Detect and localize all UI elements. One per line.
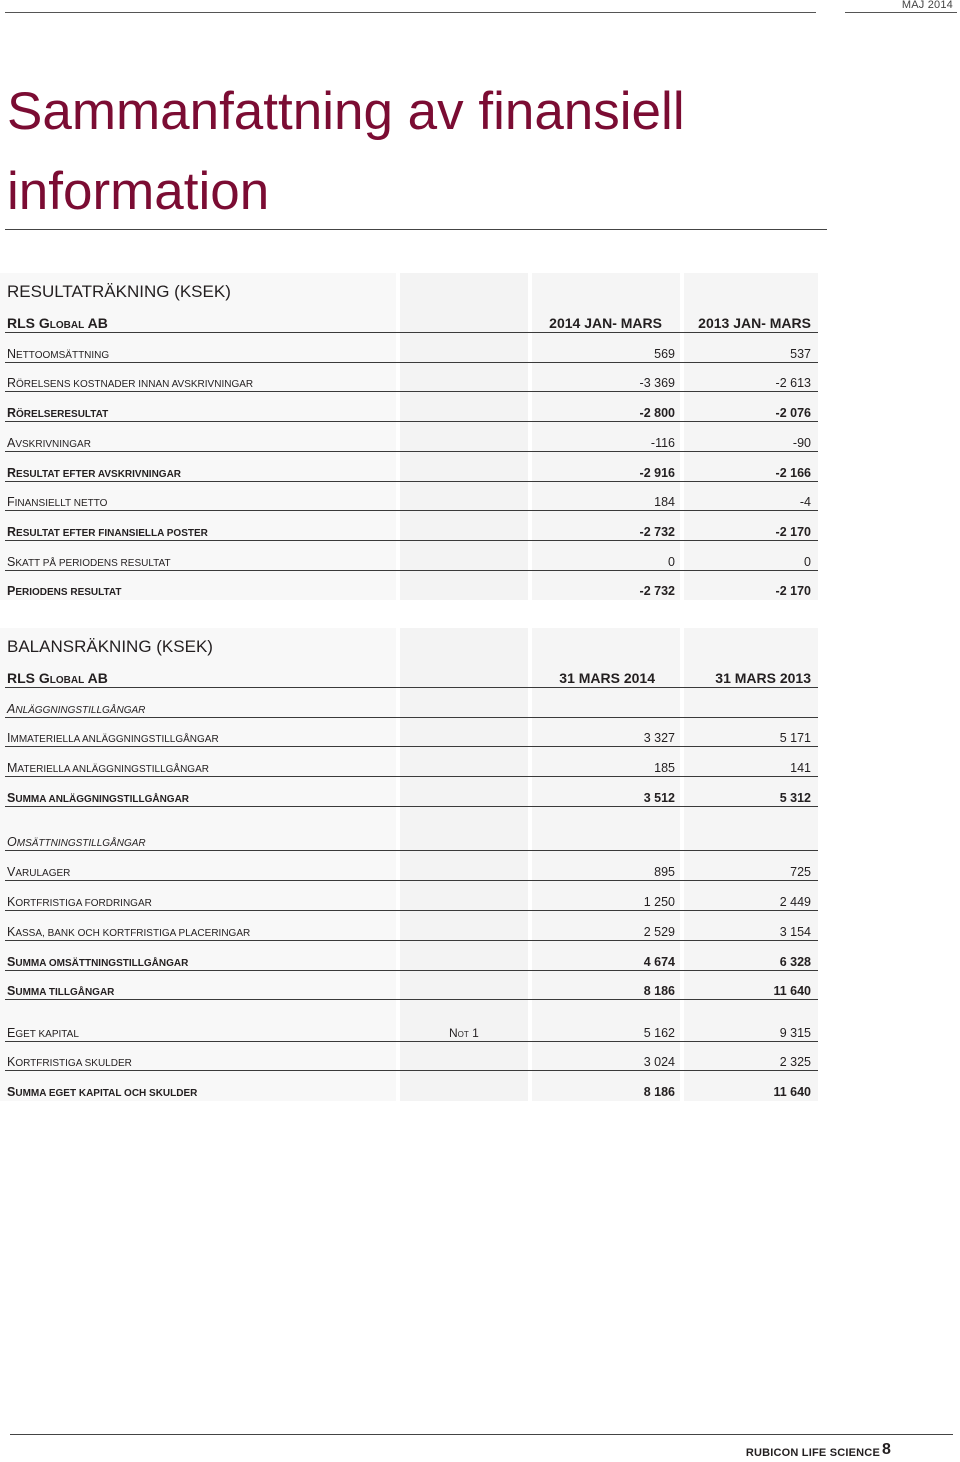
row-label: AVSKRIVNINGAR [7,436,91,450]
balance-row [0,688,818,718]
balance-row [0,717,818,747]
row-label: IMMATERIELLA ANLÄGGNINGSTILLGÅNGAR [7,731,219,745]
value-2013: 11 640 [773,1085,811,1099]
value-2013: 3 154 [779,925,811,939]
balance-row [0,1071,818,1101]
balance-row [0,970,818,1000]
footer-rule [10,1434,953,1435]
value-2013: -2 613 [775,376,811,390]
row-label: PERIODENS RESULTAT [7,584,122,598]
value-2013: -2 170 [775,525,811,539]
value-2013: -2 076 [775,406,811,420]
row-label: OMSÄTTNINGSTILLGÅNGAR [7,835,146,849]
column-header-2013: 31 MARS 2013 [715,670,811,686]
row-label: FINANSIELLT NETTO [7,495,108,509]
value-2014: 4 674 [643,955,675,969]
income-statement-table [0,273,818,600]
income-row [0,570,818,600]
value-2014: 3 512 [643,791,675,805]
income-row [0,392,818,422]
row-label: ANLÄGGNINGSTILLGÅNGAR [7,702,146,716]
row-label: MATERIELLA ANLÄGGNINGSTILLGÅNGAR [7,761,209,775]
row-label: EGET KAPITAL [7,1026,79,1040]
value-2014: 2 529 [643,925,675,939]
value-2013: -90 [792,436,811,450]
column-header-2014: 2014 JAN- MARS [549,315,662,331]
row-label: SUMMA OMSÄTTNINGSTILLGÅNGAR [7,955,189,969]
row-label: KORTFRISTIGA FORDRINGAR [7,895,152,909]
value-2013: 537 [790,347,811,361]
row-label: RESULTAT EFTER FINANSIELLA POSTER [7,525,208,539]
value-2014: 8 186 [643,1085,675,1099]
balance-sheet-title: BALANSRÄKNING (KSEK) [7,637,213,656]
page-title [7,72,827,232]
value-2014: -2 916 [639,466,675,480]
balance-row [0,821,818,851]
value-2013: 2 325 [779,1055,811,1069]
value-2013: 2 449 [779,895,811,909]
balance-row [0,777,818,807]
footer-brand: RUBICON LIFE SCIENCE [745,1447,880,1459]
page-title-line-1: Sammanfattning av finansiell [7,82,685,141]
row-note: Not 1 [449,1026,479,1040]
balance-row [0,747,818,777]
value-2013: 0 [804,555,811,569]
header-rule-left [5,12,816,13]
balance-row [0,851,818,881]
value-2014: -2 732 [639,584,675,598]
title-rule [5,229,827,230]
value-2013: 6 328 [779,955,811,969]
value-2014: -2 800 [639,406,675,420]
income-row [0,511,818,541]
company-name: RLS Global AB [7,315,108,331]
row-label: RÖRELSENS KOSTNADER INNAN AVSKRIVNINGAR [7,376,254,390]
value-2013: -4 [799,495,811,509]
footer-page-number: 8 [882,1441,891,1458]
column-header-2013: 2013 JAN- MARS [698,315,811,331]
company-name: RLS Global AB [7,670,108,686]
header-date: MAJ 2014 [901,0,953,11]
row-label: RÖRELSERESULTAT [7,406,109,420]
value-2014: -116 [650,436,675,450]
value-2013: 5 312 [779,791,811,805]
value-2013: -2 170 [775,584,811,598]
balance-sheet-table [0,628,818,1101]
header-rule-right [845,12,957,13]
row-label: SKATT PÅ PERIODENS RESULTAT [7,555,171,569]
value-2013: 141 [790,761,811,775]
value-2014: 1 250 [643,895,675,909]
value-2013: 9 315 [779,1026,811,1040]
row-label: SUMMA TILLGÅNGAR [7,984,115,998]
value-2014: 185 [654,761,675,775]
value-2014: 5 162 [643,1026,675,1040]
page-title-line-2: information [7,162,270,221]
income-header-row [0,303,818,333]
income-row [0,422,818,452]
value-2014: 0 [668,555,675,569]
balance-row [0,881,818,911]
row-label: KORTFRISTIGA SKULDER [7,1055,132,1069]
balance-row [0,1041,818,1071]
income-row [0,333,818,363]
balance-row [0,941,818,971]
value-2014: 569 [654,347,675,361]
value-2014: -3 369 [639,376,675,390]
value-2013: 11 640 [773,984,811,998]
value-2014: 3 327 [643,731,675,745]
row-label: VARULAGER [7,865,71,879]
value-2014: 8 186 [643,984,675,998]
balance-row [0,911,818,941]
column-header-2014: 31 MARS 2014 [559,670,655,686]
value-2013: 5 171 [779,731,811,745]
value-2014: 895 [654,865,675,879]
row-label: KASSA, BANK OCH KORTFRISTIGA PLACERINGAR [7,925,251,939]
value-2013: 725 [790,865,811,879]
row-label: NETTOOMSÄTTNING [7,347,110,361]
row-label: SUMMA EGET KAPITAL OCH SKULDER [7,1085,198,1099]
balance-header-row [0,658,818,688]
row-label: SUMMA ANLÄGGNINGSTILLGÅNGAR [7,791,190,805]
income-row [0,541,818,571]
income-row [0,481,818,511]
value-2014: -2 732 [639,525,675,539]
income-statement-title: RESULTATRÄKNING (KSEK) [7,282,231,301]
income-row [0,362,818,392]
value-2014: 3 024 [643,1055,675,1069]
balance-row [0,1012,818,1042]
value-2014: 184 [654,495,675,509]
row-label: RESULTAT EFTER AVSKRIVNINGAR [7,466,182,480]
value-2013: -2 166 [775,466,811,480]
income-row [0,452,818,482]
